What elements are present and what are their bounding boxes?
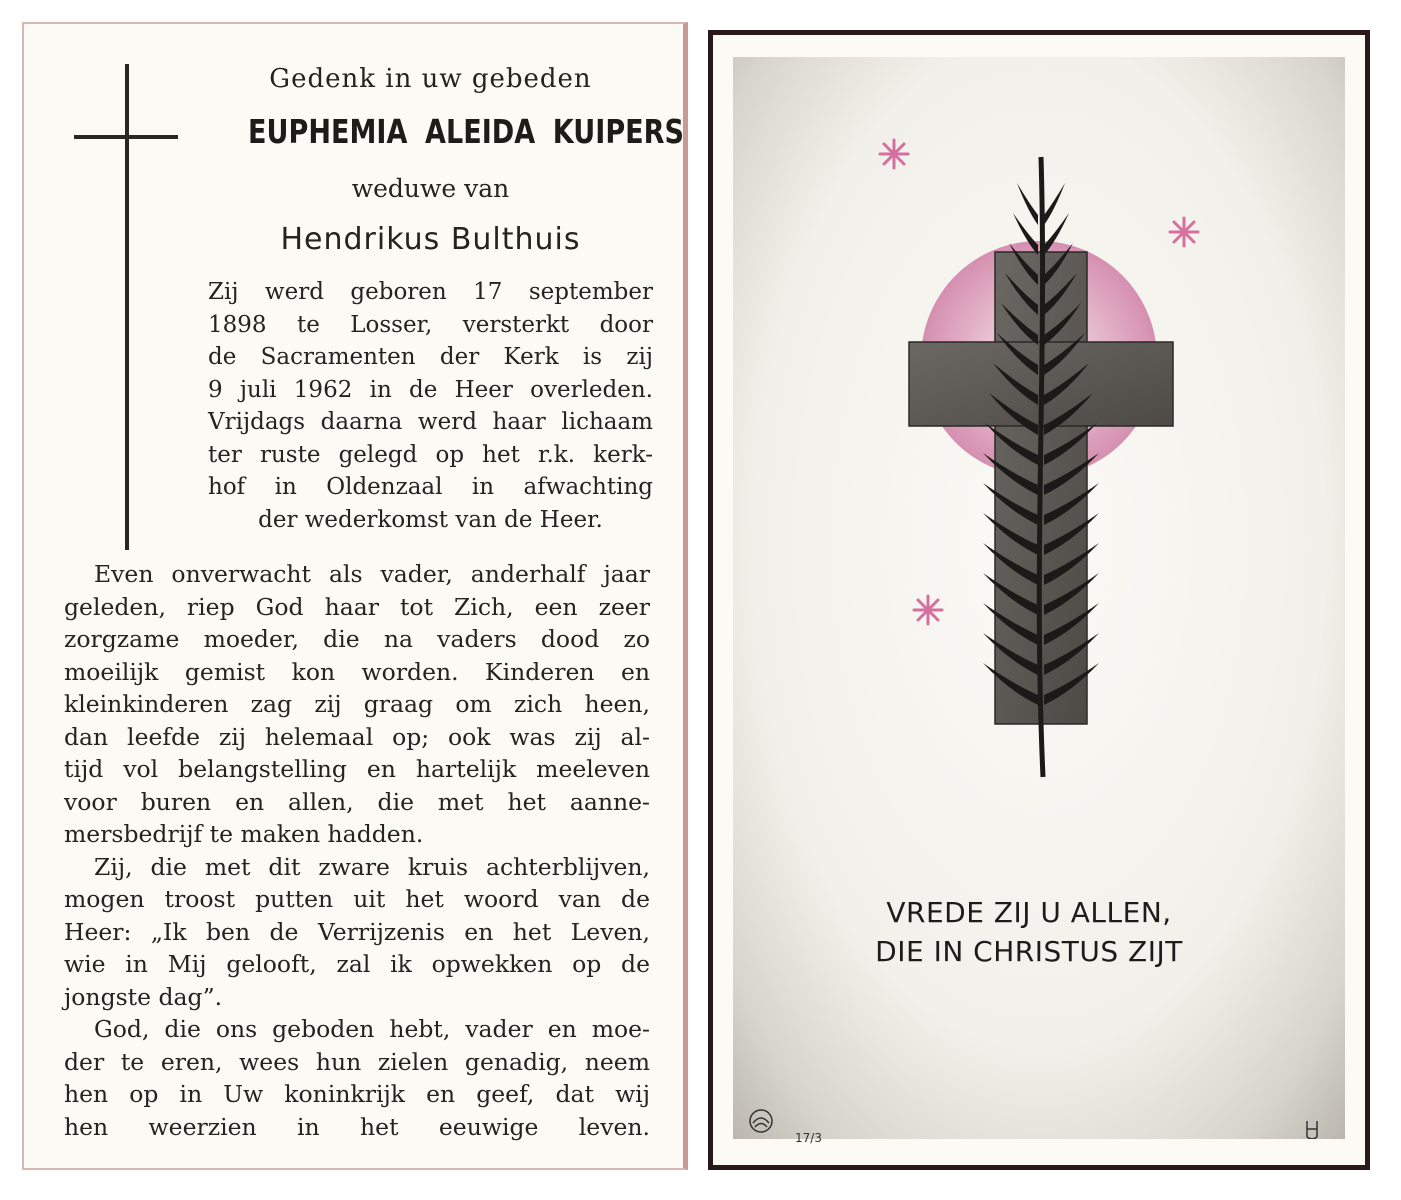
bio-line: 1898 te Losser, versterkt door xyxy=(208,311,653,338)
text-line: mogen troost putten uit het woord van de xyxy=(64,885,650,913)
text-line: hen op in Uw koninkrijk en geef, dat wij xyxy=(64,1080,650,1108)
motto-line: DIE IN CHRISTUS ZIJT xyxy=(875,935,1183,968)
text-line: mersbedrijf te maken hadden. xyxy=(64,820,424,848)
text-line: geleden, riep God haar tot Zich, een zeer xyxy=(64,592,650,621)
bio-line: 9 juli 1962 in de Heer overleden. xyxy=(208,376,653,403)
text-line: God, die ons geboden hebt, vader en moe- xyxy=(94,1015,650,1043)
star-icon xyxy=(880,140,908,168)
memorial-card-text-side xyxy=(22,22,688,1170)
widow-of-line: weduwe van xyxy=(351,174,510,203)
text-line: hen weerzien in het eeuwige leven. xyxy=(64,1112,650,1141)
text-line: wie in Mij gelooft, zal ik opwekken op de xyxy=(64,950,650,978)
husband-name: Hendrikus Bulthuis xyxy=(280,222,581,257)
text-line: kleinkinderen zag zij graag om zich heen, xyxy=(64,690,650,718)
star-icon xyxy=(1170,218,1198,246)
deceased-name: EUPHEMIA ALEIDA KUIPERS xyxy=(248,112,684,151)
motto-line: VREDE ZIJ U ALLEN, xyxy=(886,896,1172,929)
bio-line: der wederkomst van de Heer. xyxy=(258,506,603,533)
text-line: voor buren en allen, die met het aanne- xyxy=(64,787,650,816)
text-line: Heer: „Ik ben de Verrijzenis en het Leven, xyxy=(64,917,650,946)
motto xyxy=(833,893,1225,971)
biography xyxy=(208,276,653,536)
text-line: dan leefde zij helemaal op; ook was zij al- xyxy=(64,722,650,751)
card-face xyxy=(713,35,1365,1165)
bio-line: de Sacramenten der Kerk is zij xyxy=(208,344,653,370)
text-line: jongste dag”. xyxy=(64,982,223,1011)
cross-icon-horizontal xyxy=(74,135,178,139)
text-line: zorgzame moeder, die na vaders dood zo xyxy=(64,625,650,653)
bio-line: Zij werd geboren 17 september xyxy=(208,279,653,305)
bio-line: hof in Oldenzaal in afwachting xyxy=(208,474,653,500)
star-icon xyxy=(914,596,942,624)
text-line: tijd vol belangstelling en hartelijk meeleven xyxy=(64,755,650,783)
memorial-card-image-side xyxy=(708,30,1370,1170)
intro-line: Gedenk in uw gebeden xyxy=(269,64,592,94)
cross-with-palm-branch-icon xyxy=(733,57,1345,1139)
memorial-text xyxy=(64,558,650,1143)
text-line: Even onverwacht als vader, anderhalf jaar xyxy=(94,560,650,588)
text-line: Zij, die met dit zware kruis achterblijven, xyxy=(94,852,650,881)
bio-line: Vrijdags daarna werd haar lichaam xyxy=(208,409,653,435)
text-line: moeilijk gemist kon worden. Kinderen en xyxy=(64,657,650,686)
publisher-number: 17/3 xyxy=(795,1131,822,1145)
bio-line: ter ruste gelegd op het r.k. kerk- xyxy=(208,441,653,468)
text-line: der te eren, wees hun zielen genadig, neem xyxy=(64,1047,650,1076)
